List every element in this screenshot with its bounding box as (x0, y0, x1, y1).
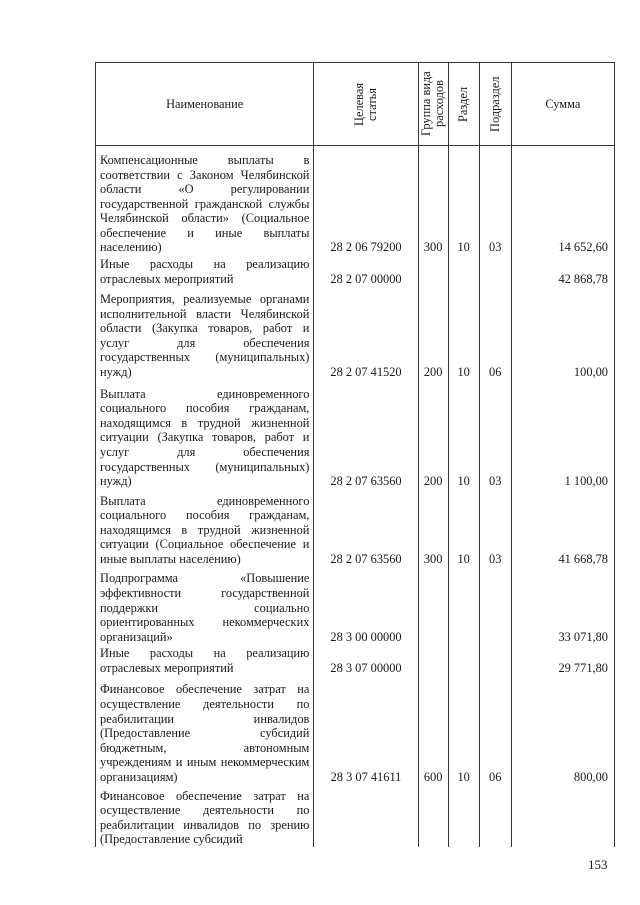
row-name: Мероприятия, реализуемые органами исполнительной власти Челябинской области (Закупка товаров, работ и услуг для обеспечения государственных (муниципальных) нужд) (96, 286, 314, 379)
row-group (418, 644, 448, 675)
row-group: 600 (418, 676, 448, 785)
row-sum: 42 868,78 (511, 255, 614, 286)
row-section (448, 644, 479, 675)
row-name: Выплата единовременного социального пособия гражданам, находящимся в трудной жизненной ситуации (Социальное обеспечение и иные выплаты населению) (96, 489, 314, 567)
row-subsection: 06 (479, 676, 511, 785)
row-sum: 41 668,78 (511, 489, 614, 567)
table-row (96, 255, 615, 286)
header-row (96, 63, 615, 146)
row-group (418, 785, 448, 847)
row-name: Финансовое обеспечение затрат на осуществление деятельности по реабилитации инвалидов (Предоставление субсидий бюджетным, автономным учреждениям и иным некоммерческим организациям) (96, 676, 314, 785)
row-name: Иные расходы на реализацию отраслевых мероприятий (96, 644, 314, 675)
header-subsection-cell (479, 63, 511, 146)
row-code: 28 3 00 00000 (314, 567, 418, 645)
row-code: 28 3 07 41611 (314, 676, 418, 785)
row-sum: 100,00 (511, 286, 614, 379)
page-number: 153 (588, 857, 608, 872)
header-name: Наименование (96, 63, 314, 146)
table-row (96, 644, 615, 675)
row-sum: 29 771,80 (511, 644, 614, 675)
row-group: 200 (418, 380, 448, 489)
row-group (418, 255, 448, 286)
row-name: Иные расходы на реализацию отраслевых мероприятий (96, 255, 314, 286)
table-row (96, 380, 615, 489)
table-row (96, 489, 615, 567)
row-name: Компенсационные выплаты в соответствии с Законом Челябинской области «О регулировании государственной гражданской службы Челябинской области» (Социальное обеспечение и иные выплаты населению) (96, 146, 314, 256)
row-code: 28 2 07 41520 (314, 286, 418, 379)
header-section-cell (448, 63, 479, 146)
row-name: Выплата единовременного социального пособия гражданам, находящимся в трудной жизненной ситуации (Закупка товаров, работ и услуг для обеспечения государственных (муниципальных) нужд) (96, 380, 314, 489)
row-code: 28 2 07 63560 (314, 489, 418, 567)
row-sum (511, 785, 614, 847)
header-subsection: Подраздел (487, 76, 502, 132)
table-row (96, 146, 615, 256)
header-group: Группа вида расходов (419, 71, 447, 137)
row-group: 300 (418, 146, 448, 256)
row-code: 28 2 07 63560 (314, 380, 418, 489)
budget-table (95, 62, 615, 847)
row-group: 200 (418, 286, 448, 379)
table-row (96, 286, 615, 379)
header-sum: Сумма (511, 63, 614, 146)
row-sum: 800,00 (511, 676, 614, 785)
row-subsection: 03 (479, 489, 511, 567)
row-subsection: 03 (479, 380, 511, 489)
row-subsection: 03 (479, 146, 511, 256)
row-section: 10 (448, 489, 479, 567)
row-sum: 33 071,80 (511, 567, 614, 645)
row-subsection (479, 255, 511, 286)
row-group: 300 (418, 489, 448, 567)
row-group (418, 567, 448, 645)
row-subsection: 06 (479, 286, 511, 379)
row-section: 10 (448, 146, 479, 256)
row-code: 28 2 06 79200 (314, 146, 418, 256)
header-section: Раздел (456, 86, 471, 122)
header-code: Целевая статья (352, 82, 379, 126)
row-name: Финансовое обеспечение затрат на осуществление деятельности по реабилитации инвалидов по зрению (Предоставление субсидий (96, 785, 314, 847)
header-code-cell (314, 63, 418, 146)
row-section: 10 (448, 380, 479, 489)
table-row (96, 567, 615, 645)
table-row (96, 676, 615, 785)
row-section (448, 785, 479, 847)
row-sum: 1 100,00 (511, 380, 614, 489)
row-subsection (479, 785, 511, 847)
row-subsection (479, 644, 511, 675)
row-section: 10 (448, 676, 479, 785)
row-section (448, 567, 479, 645)
row-code: 28 3 07 00000 (314, 644, 418, 675)
row-section: 10 (448, 286, 479, 379)
table-row (96, 785, 615, 847)
row-section (448, 255, 479, 286)
row-sum: 14 652,60 (511, 146, 614, 256)
row-code (314, 785, 418, 847)
header-group-cell (418, 63, 448, 146)
row-subsection (479, 567, 511, 645)
row-name: Подпрограмма «Повышение эффективности государственной поддержки социально ориентированных некоммерческих организаций» (96, 567, 314, 645)
row-code: 28 2 07 00000 (314, 255, 418, 286)
